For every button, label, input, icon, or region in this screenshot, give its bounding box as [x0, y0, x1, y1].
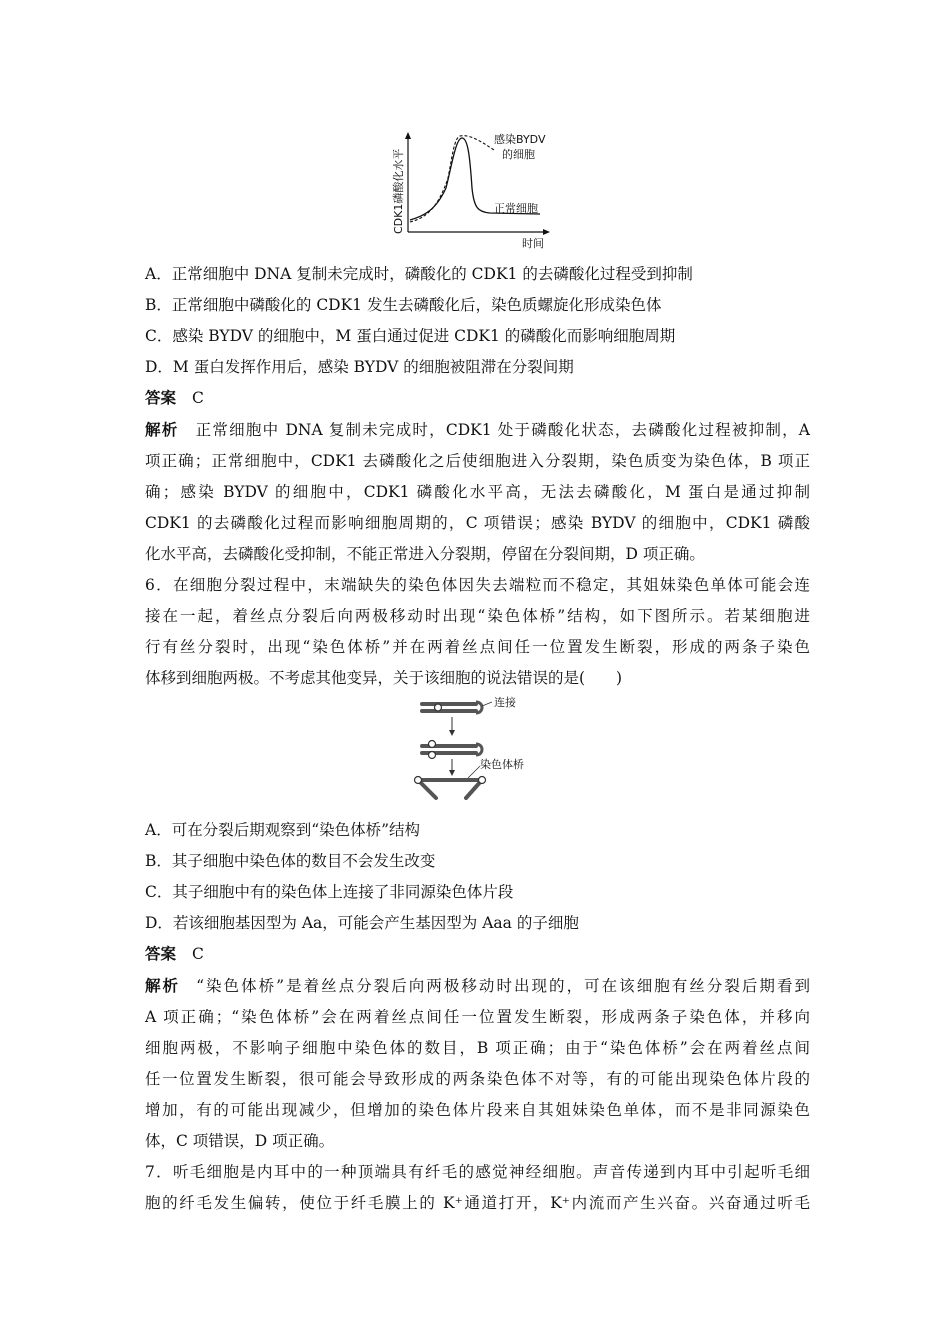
q5-analysis-label: 解析 — [145, 420, 179, 439]
q6-analysis-label: 解析 — [145, 976, 181, 995]
q5-answer-value: C — [192, 389, 204, 407]
cdk1-phosphorylation-figure — [390, 128, 565, 250]
y-axis-arrow — [405, 132, 411, 139]
centromere-mid-upper — [429, 741, 436, 748]
q5-analysis-line-1 — [145, 420, 810, 440]
q6-stem-line-4: 体移到细胞两极。不考虑其他变异，关于该细胞的说法错误的是( ) — [145, 669, 623, 687]
q5-option-b: B．正常细胞中磷酸化的 CDK1 发生去磷酸化后，染色质螺旋化形成染色体 — [145, 296, 662, 314]
q5-answer — [145, 388, 810, 408]
q6-option-d: D．若该细胞基因型为 Aa，可能会产生基因型为 Aaa 的子细胞 — [145, 914, 579, 932]
centromere-bridge-left — [415, 777, 422, 784]
q6-analysis-line-5: 增加，有的可能出现减少，但增加的染色体片段来自其姐妹染色单体，而不是非同源染色 — [145, 1101, 810, 1119]
chromatid-top-lower — [420, 709, 478, 713]
q6-analysis-text-1: “染色体桥”是着丝点分裂后向两极移动时出现的，可在该细胞有丝分裂后期看到 — [196, 977, 810, 995]
arrow-1-head — [449, 730, 455, 736]
label-connect: 连接 — [494, 696, 516, 709]
q6-option-b: B．其子细胞中染色体的数目不会发生改变 — [145, 852, 436, 870]
q6-answer — [145, 944, 810, 964]
q5-analysis-line-4: CDK1 的去磷酸化过程而影响细胞周期的，C 项错误；感染 BYDV 的细胞中，CDK1 磷酸 — [145, 514, 810, 532]
q5-option-d: D．M 蛋白发挥作用后，感染 BYDV 的细胞被阻滞在分裂间期 — [145, 358, 574, 376]
x-axis-label: 时间 — [522, 237, 544, 250]
chromosome-bridge-figure — [412, 692, 542, 802]
q5-analysis-line-2: 项正确；正常细胞中，CDK1 去磷酸化之后使细胞进入分裂期，染色质变为染色体，B 项正 — [145, 452, 810, 470]
centromere-mid-lower — [429, 752, 436, 759]
label-bridge: 染色体桥 — [480, 758, 524, 771]
x-axis-arrow — [543, 229, 550, 235]
centromere-top — [435, 704, 442, 711]
q5-answer-label: 答案 — [145, 388, 177, 407]
arrow-2-head — [449, 770, 455, 776]
chromosome-bridge — [418, 780, 482, 798]
infected-cell-curve — [410, 136, 494, 222]
infected-label-line1: 感染BYDV — [494, 133, 546, 146]
y-axis-label: CDK1磷酸化水平 — [392, 148, 405, 234]
q6-analysis-line-3: 细胞两极，不影响子细胞中染色体的数目，B 项正确；由于“染色体桥”会在两着丝点间 — [145, 1039, 810, 1057]
q5-option-c: C．感染 BYDV 的细胞中，M 蛋白通过促进 CDK1 的磷酸化而影响细胞周期 — [145, 327, 676, 345]
infected-label-line2: 的细胞 — [502, 148, 535, 161]
q5-analysis-text-1: 正常细胞中 DNA 复制未完成时，CDK1 处于磷酸化状态，去磷酸化过程被抑制，A — [194, 421, 810, 439]
q7-stem-line-1: 7．听毛细胞是内耳中的一种顶端具有纤毛的感觉神经细胞。声音传递到内耳中引起听毛细 — [145, 1163, 810, 1181]
pointer-connect — [482, 702, 492, 706]
chromatid-top-upper — [420, 702, 478, 706]
q6-stem-line-2: 接在一起，着丝点分裂后向两极移动时出现“染色体桥”结构，如下图所示。若某细胞进 — [145, 607, 810, 625]
q6-analysis-line-2: A 项正确；“染色体桥”会在两着丝点间任一位置发生断裂，形成两条子染色体，并移向 — [145, 1008, 810, 1026]
q6-option-a: A．可在分裂后期观察到“染色体桥”结构 — [145, 821, 421, 839]
q7-stem-line-2: 胞的纤毛发生偏转，使位于纤毛膜上的 K⁺通道打开，K⁺内流而产生兴奋。兴奋通过听毛 — [145, 1194, 810, 1212]
pointer-bridge — [468, 766, 480, 778]
centromere-bridge-right — [479, 777, 486, 784]
q6-analysis-line-6: 体，C 项错误，D 项正确。 — [145, 1132, 335, 1150]
q5-analysis-line-3: 确；感染 BYDV 的细胞中，CDK1 磷酸化水平高，无法去磷酸化，M 蛋白是通过抑制 — [145, 483, 810, 501]
normal-label: 正常细胞 — [494, 202, 538, 215]
q6-answer-label: 答案 — [145, 944, 177, 963]
q6-analysis-line-4: 任一位置发生断裂，很可能会导致形成的两条染色体不对等，有的可能出现染色体片段的 — [145, 1070, 810, 1088]
q6-answer-value: C — [192, 945, 204, 963]
q6-stem-line-3: 行有丝分裂时，出现“染色体桥”并在两着丝点间任一位置发生断裂，形成的两条子染色 — [145, 638, 810, 656]
q5-option-a: A．正常细胞中 DNA 复制未完成时，磷酸化的 CDK1 的去磷酸化过程受到抑制 — [145, 265, 693, 283]
q5-analysis-line-5: 化水平高，去磷酸化受抑制，不能正常进入分裂期，停留在分裂间期，D 项正确。 — [145, 545, 705, 563]
q6-option-c: C．其子细胞中有的染色体上连接了非同源染色体片段 — [145, 883, 514, 901]
q6-stem-line-1: 6．在细胞分裂过程中，末端缺失的染色体因失去端粒而不稳定，其姐妹染色单体可能会连 — [145, 576, 810, 594]
q6-analysis-line-1 — [145, 976, 810, 996]
